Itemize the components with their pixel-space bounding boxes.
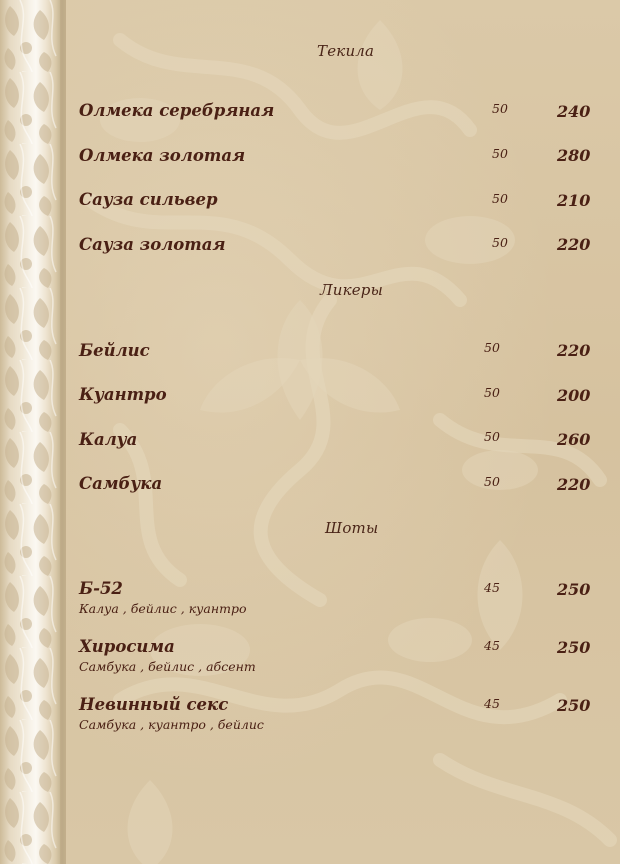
- menu-item-name: Сауза золотая: [79, 235, 226, 254]
- menu-item-name: Бейлис: [79, 341, 150, 360]
- menu-item-description: Калуа , бейлис , куантро: [79, 601, 247, 616]
- menu-item-price: 240: [557, 102, 591, 121]
- menu-item-volume: 50: [484, 474, 500, 489]
- menu-item-name: Б-52: [79, 579, 123, 598]
- menu-item-name: Куантро: [79, 385, 167, 404]
- menu-item-price: 220: [557, 341, 591, 360]
- menu-item-volume: 50: [492, 146, 508, 161]
- menu-item-name: Калуа: [79, 430, 138, 449]
- menu-item-name: Невинный секс: [79, 695, 229, 714]
- menu-item-description: Самбука , куантро , бейлис: [79, 717, 264, 732]
- lace-border-ornament: [0, 0, 66, 864]
- menu-item-name: Олмека серебряная: [79, 101, 275, 120]
- menu-item-name: Сауза сильвер: [79, 190, 218, 209]
- menu-item-price: 250: [557, 638, 591, 657]
- menu-item-price: 220: [557, 475, 591, 494]
- menu-item-name: Самбука: [79, 474, 163, 493]
- section-title-tequila: Текила: [317, 42, 375, 60]
- menu-item-volume: 50: [492, 191, 508, 206]
- menu-item-name: Олмека золотая: [79, 146, 246, 165]
- menu-item-description: Самбука , бейлис , абсент: [79, 659, 256, 674]
- menu-item-volume: 50: [484, 340, 500, 355]
- menu-item-price: 210: [557, 191, 591, 210]
- menu-item-price: 250: [557, 696, 591, 715]
- menu-item-volume: 45: [484, 696, 500, 711]
- menu-item-volume: 50: [484, 429, 500, 444]
- menu-item-price: 280: [557, 146, 591, 165]
- menu-item-volume: 45: [484, 580, 500, 595]
- menu-item-volume: 50: [492, 235, 508, 250]
- menu-item-price: 260: [557, 430, 591, 449]
- menu-item-volume: 50: [484, 385, 500, 400]
- menu-item-price: 250: [557, 580, 591, 599]
- menu-item-name: Хиросима: [79, 637, 175, 656]
- menu-item-volume: 45: [484, 638, 500, 653]
- menu-item-price: 220: [557, 235, 591, 254]
- section-title-shots: Шоты: [325, 519, 379, 537]
- menu-item-volume: 50: [492, 101, 508, 116]
- menu-item-price: 200: [557, 386, 591, 405]
- section-title-liqueurs: Ликеры: [320, 281, 384, 299]
